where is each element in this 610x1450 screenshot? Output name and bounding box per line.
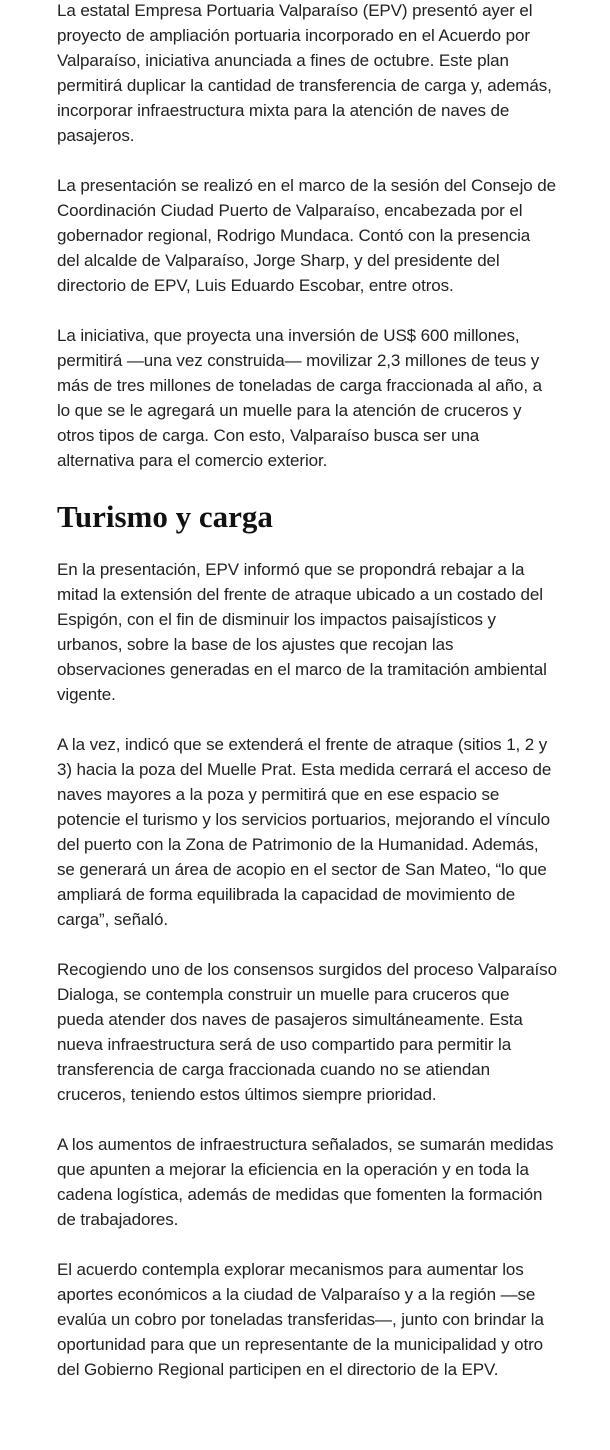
paragraph-section-1: En la presentación, EPV informó que se propondrá rebajar a la mitad la extensión del frente de atraque ubicado a un costado del Espigón, con el fin de disminuir los impactos paisajísticos y urbanos, sobre la base de los ajustes que recojan las observaciones generadas en el marco de la tramitación ambiental vigente. [57, 560, 547, 704]
paragraph-section-4: A los aumentos de infraestructura señalados, se sumarán medidas que apunten a mejorar la eficiencia en la operación y en toda la cadena logística, además de medidas que fomenten la formación de trabajadores. [57, 1135, 554, 1229]
paragraph-intro-2: La presentación se realizó en el marco de la sesión del Consejo de Coordinación Ciudad Puerto de Valparaíso, encabezada por el gobernador regional, Rodrigo Mundaca. Contó con la presencia del alcalde de Valparaíso, Jorge Sharp, y del presidente del directorio de EPV, Luis Eduardo Escobar, entre otros. [57, 176, 556, 295]
paragraph-intro-1: La estatal Empresa Portuaria Valparaíso (EPV) presentó ayer el proyecto de ampliación portuaria incorporado en el Acuerdo por Valparaíso, iniciativa anunciada a fines de octubre. Este plan permitirá duplicar la cantidad de transferencia de carga y, además, incorporar infraestructura mixta para la atención de naves de pasajeros. [57, 1, 552, 145]
paragraph-intro-3: La iniciativa, que proyecta una inversión de US$ 600 millones, permitirá —una vez construida— movilizar 2,3 millones de teus y más de tres millones de toneladas de carga fraccionada al año, a lo que se le agregará un muelle para la atención de cruceros y otros tipos de carga. Con esto, Valparaíso busca ser una alternativa para el comercio exterior. [57, 326, 543, 470]
paragraph-section-5: El acuerdo contempla explorar mecanismos para aumentar los aportes económicos a la ciudad de Valparaíso y a la región —se evalúa un cobro por toneladas transferidas—, junto con brindar la oportunidad para que un representante de la municipalidad y otro del Gobierno Regional participen en el directorio de la EPV. [57, 1260, 544, 1379]
article-body [57, 0, 557, 1382]
section-heading: Turismo y carga [57, 499, 273, 534]
paragraph-section-3: Recogiendo uno de los consensos surgidos del proceso Valparaíso Dialoga, se contempla construir un muelle para cruceros que pueda atender dos naves de pasajeros simultáneamente. Esta nueva infraestructura será de uso compartido para permitir la transferencia de carga fraccionada cuando no se atiendan cruceros, teniendo estos últimos siempre prioridad. [57, 960, 557, 1104]
paragraph-section-2: A la vez, indicó que se extenderá el frente de atraque (sitios 1, 2 y 3) hacia la poza del Muelle Prat. Esta medida cerrará el acceso de naves mayores a la poza y permitirá que en ese espacio se potencie el turismo y los servicios portuarios, mejorando el vínculo del puerto con la Zona de Patrimonio de la Humanidad. Además, se generará un área de acopio en el sector de San Mateo, “lo que ampliará de forma equilibrada la capacidad de movimiento de carga”, señaló. [57, 735, 552, 929]
